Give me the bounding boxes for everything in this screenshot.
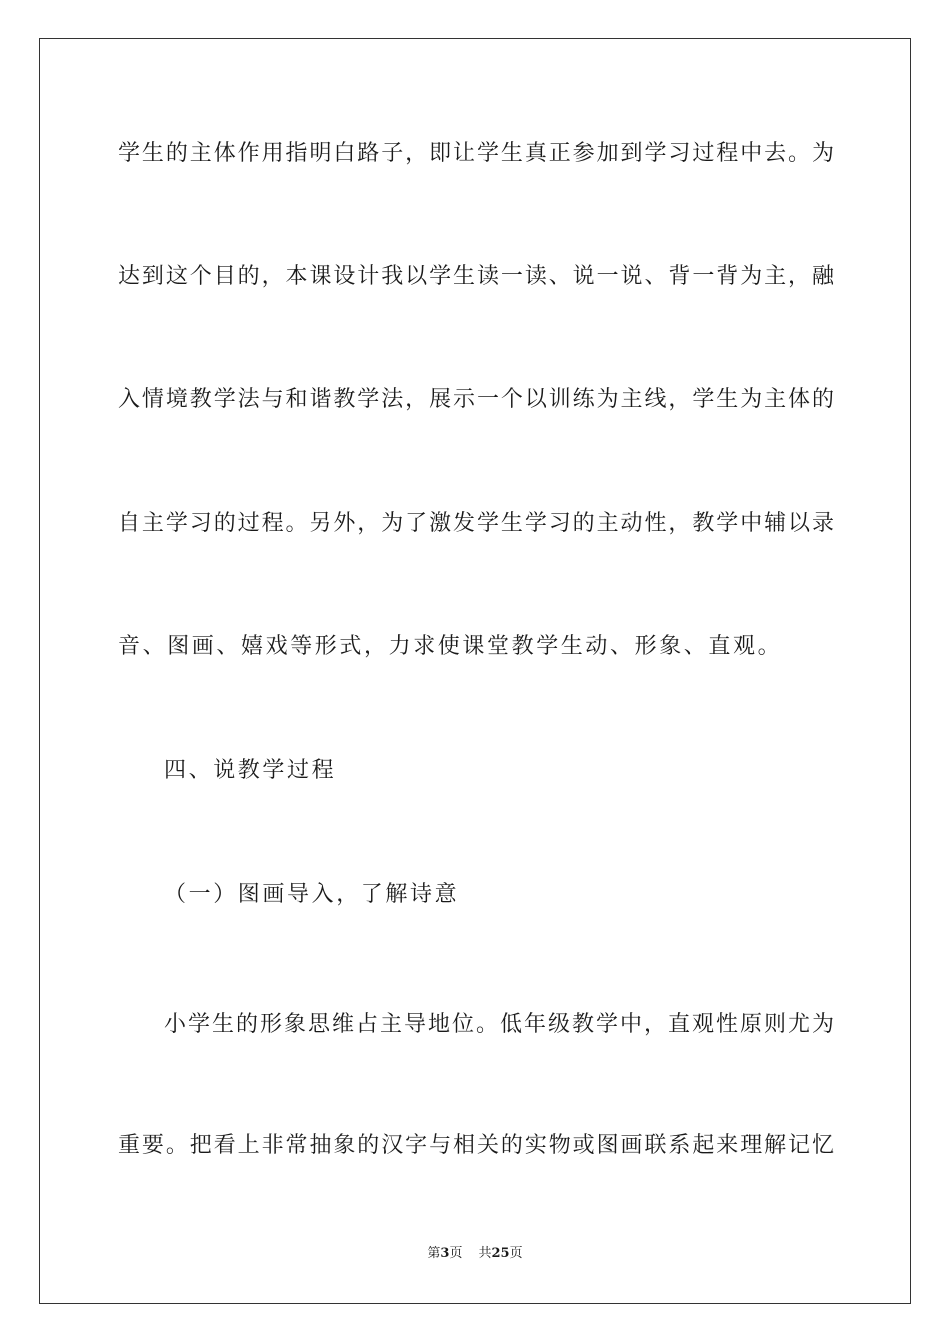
footer-total-suffix: 页 [509, 1246, 523, 1261]
footer-total-number: 25 [491, 1246, 510, 1261]
footer-page-prefix: 第 [427, 1246, 441, 1261]
section-heading: 四、说教学过程 [164, 758, 337, 783]
paragraph-line-6: 小学生的形象思维占主导地位。低年级教学中，直观性原则尤为 [164, 1012, 834, 1037]
footer-page-number: 3 [440, 1246, 450, 1261]
paragraph-line-5: 音、图画、嬉戏等形式，力求使课堂教学生动、形象、直观。 [118, 634, 783, 659]
footer-total-prefix: 共 [478, 1246, 492, 1261]
paragraph-line-4: 自主学习的过程。另外，为了激发学生学习的主动性，教学中辅以录 [118, 511, 834, 536]
paragraph-line-7: 重要。把看上非常抽象的汉字与相关的实物或图画联系起来理解记忆 [118, 1133, 834, 1158]
page-border [39, 38, 911, 1304]
footer-page-suffix: 页 [449, 1246, 463, 1261]
paragraph-line-3: 入情境教学法与和谐教学法，展示一个以训练为主线，学生为主体的 [118, 387, 834, 412]
paragraph-line-1: 学生的主体作用指明白路子，即让学生真正参加到学习过程中去。为 [118, 141, 834, 166]
paragraph-line-2: 达到这个目的，本课设计我以学生读一读、说一说、背一背为主，融 [118, 264, 834, 289]
page-footer [0, 1245, 950, 1263]
subsection-heading: （一）图画导入，了解诗意 [164, 882, 460, 907]
